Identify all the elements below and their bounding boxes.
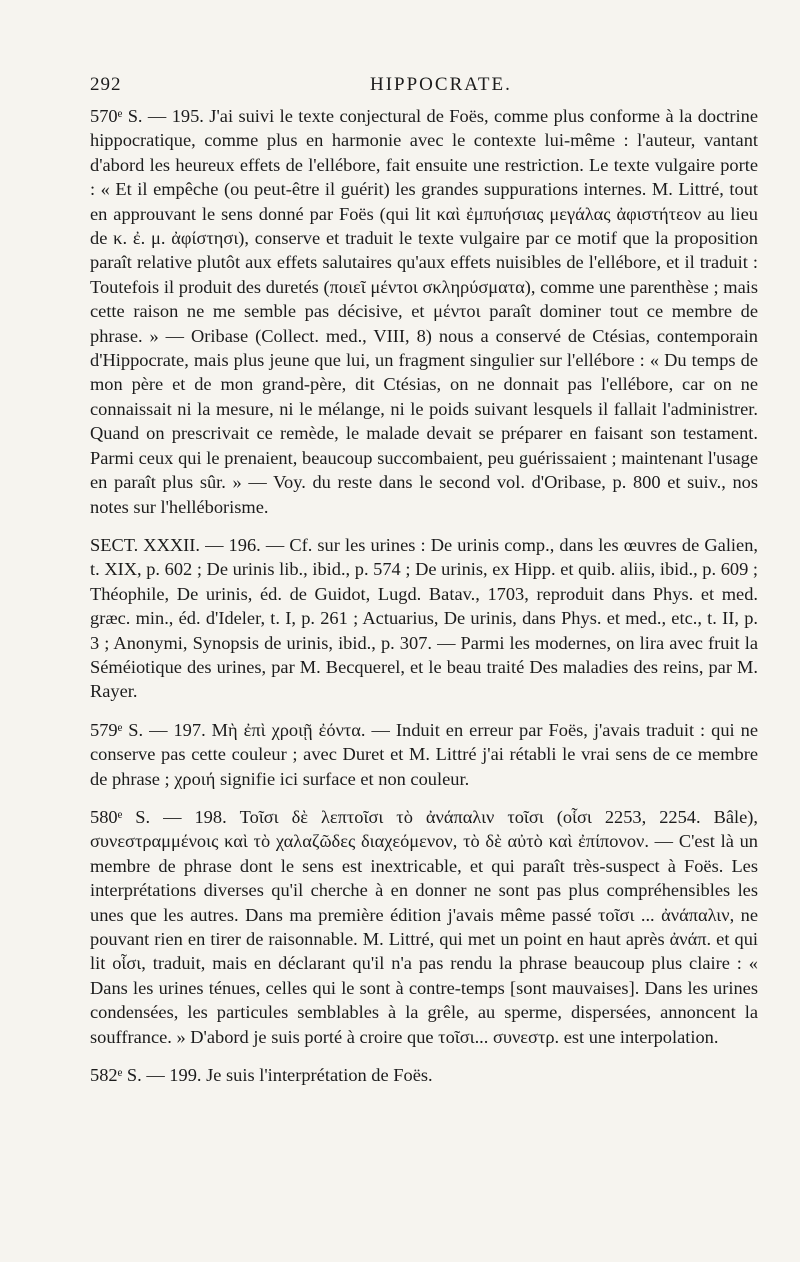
note-570: 570ᵉ S. — 195. J'ai suivi le texte conjectural de Foës, comme plus conforme à la doctrine hippocratique, comme plus en harmonie avec le contexte lui-même : l'auteur, vantant d'abord les heureux effets de l'ellébore, fait ensuite une restriction. Le texte vulgaire porte : « Et il empêche (ou peut-être il guérit) les grandes suppurations internes. M. Littré, tout en approuvant le sens donné par Foës (qui lit καὶ ἐμπυήσιας μεγάλας ἀφιστήτεον au lieu de κ. ἐ. μ. ἀφίστησι), conserve et traduit le texte vulgaire par ce motif que la proposition paraît relative plutôt aux effets salutaires qu'aux effets nuisibles de l'ellébore, et il traduit : Toutefois il produit des duretés (ποιεῖ μέντοι σκληρύσματα), comme une parenthèse ; mais cette raison ne me semble pas décisive, et μέντοι paraît dominer tout ce membre de phrase. » — Oribase (Collect. med., VIII, 8) nous a conservé de Ctésias, contemporain d'Hippocrate, mais plus jeune que lui, un fragment singulier sur l'ellébore : « Du temps de mon père et de mon grand-père, dit Ctésias, on ne donnait pas l'ellébore, car on ne connaissait ni la mesure, ni le mélange, ni le poids suivant lesquels il fallait l'administrer. Quand on prescrivait ce remède, le malade devait se préparer en faisant son testament. Parmi ceux qui le prenaient, beaucoup succombaient, peu guérissaient ; maintenant l'usage en paraît plus sûr. » — Voy. du reste dans le second vol. d'Oribase, p. 800 et suiv., nos notes sur l'helléborisme. [90, 106, 758, 517]
note-582: 582ᵉ S. — 199. Je suis l'interprétation de Foës. [90, 1065, 433, 1086]
note-580: 580ᵉ S. — 198. Τοῖσι δὲ λεπτοῖσι τὸ ἀνάπαλιν τοῖσι (οἷσι 2253, 2254. Bâle), συνεστραμμένοις καὶ τὸ χαλαζῶδες διαχεόμενον, τὸ δὲ αὐτὸ καὶ ἐπίπονον. — C'est là un membre de phrase dont le sens est inextricable, et qui paraît très-suspect à Foës. Les interprétations diverses qu'il cherche à en donner ne sont pas plus compréhensibles les unes que les autres. Dans ma première édition j'avais même passé τοῖσι ... ἀνάπαλιν, ne pouvant rien en tirer de raisonnable. M. Littré, qui met un point en haut après ἀνάπ. et qui lit οἷσι, traduit, mais en déclarant qu'il n'a pas rendu la phrase beaucoup plus claire : « Dans les urines ténues, celles qui le sont à contre-temps [sont mauvaises]. Dans les urines condensées, les particules semblables à la grêle, au sperme, dispersées, annoncent la souffrance. » D'abord je suis porté à croire que τοῖσι... συνεστρ. est une interpolation. [90, 806, 758, 1047]
note-579: 579ᵉ S. — 197. Μὴ ἐπὶ χροιῇ ἐόντα. — Induit en erreur par Foës, j'avais traduit : qui ne conserve pas cette couleur ; avec Duret et M. Littré j'ai rétabli le vrai sens de ce membre de phrase ; χροιή signifie ici surface et non couleur. [90, 719, 758, 789]
page-number: 292 [90, 74, 122, 95]
note-sect-xxxii: SECT. XXXII. — 196. — Cf. sur les urines : De urinis comp., dans les œuvres de Galien, t. XIX, p. 602 ; De urinis lib., ibid., p. 574 ; De urinis, ex Hipp. et quib. aliis, ibid., p. 609 ; Théophile, De urinis, éd. de Guidot, Lugd. Batav., 1703, reproduit dans Phys. et med. græc. min., éd. d'Ideler, t. I, p. 261 ; Actuarius, De urinis, dans Phys. et med., etc., t. II, p. 3 ; Anonymi, Synopsis de urinis, ibid., p. 307. — Parmi les modernes, on lira avec fruit la Séméiotique des urines, par M. Becquerel, et le beau traité Des maladies des reins, par M. Rayer. [90, 534, 758, 702]
running-title: HIPPOCRATE. [370, 74, 512, 95]
footnotes [90, 104, 758, 1087]
